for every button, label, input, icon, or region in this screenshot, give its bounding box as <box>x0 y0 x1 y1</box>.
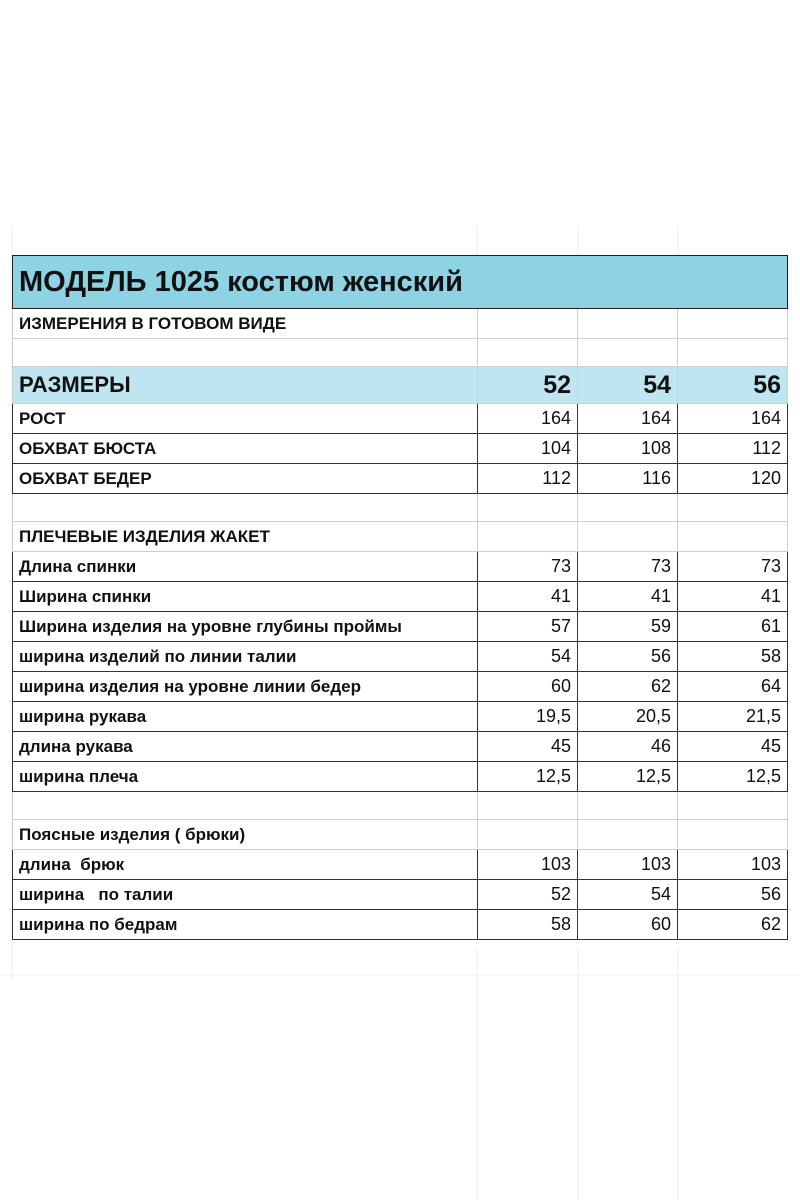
value-cell: 62 <box>578 672 678 702</box>
section-row <box>13 820 788 850</box>
section-row <box>13 522 788 552</box>
value-cell: 54 <box>578 880 678 910</box>
size-cell: 52 <box>478 367 578 404</box>
value-cell: 62 <box>678 910 788 940</box>
value-cell: 112 <box>678 434 788 464</box>
row-label: ширина рукава <box>13 702 478 732</box>
value-cell: 46 <box>578 732 678 762</box>
table-row <box>13 404 788 434</box>
size-cell: 54 <box>578 367 678 404</box>
value-cell: 64 <box>678 672 788 702</box>
value-cell: 59 <box>578 612 678 642</box>
value-cell: 58 <box>478 910 578 940</box>
empty-row <box>13 494 788 522</box>
value-cell: 21,5 <box>678 702 788 732</box>
table-row <box>13 762 788 792</box>
row-label: Длина спинки <box>13 552 478 582</box>
value-cell: 45 <box>478 732 578 762</box>
row-label: ширина по бедрам <box>13 910 478 940</box>
table-row <box>13 464 788 494</box>
value-cell: 56 <box>578 642 678 672</box>
table-row <box>13 434 788 464</box>
value-cell: 73 <box>578 552 678 582</box>
value-cell: 45 <box>678 732 788 762</box>
value-cell: 54 <box>478 642 578 672</box>
value-cell: 108 <box>578 434 678 464</box>
value-cell: 61 <box>678 612 788 642</box>
row-label: ОБХВАТ БЕДЕР <box>13 464 478 494</box>
value-cell: 60 <box>578 910 678 940</box>
row-label: ширина по талии <box>13 880 478 910</box>
row-label: ширина плеча <box>13 762 478 792</box>
table-row <box>13 910 788 940</box>
section-heading-pants: Поясные изделия ( брюки) <box>13 820 478 850</box>
value-cell: 41 <box>578 582 678 612</box>
table-row <box>13 642 788 672</box>
table-row <box>13 850 788 880</box>
row-label: ОБХВАТ БЮСТА <box>13 434 478 464</box>
value-cell: 164 <box>478 404 578 434</box>
subtitle: ИЗМЕРЕНИЯ В ГОТОВОМ ВИДЕ <box>13 309 478 339</box>
sizes-label: РАЗМЕРЫ <box>13 367 478 404</box>
value-cell: 104 <box>478 434 578 464</box>
sizes-row <box>13 367 788 404</box>
value-cell: 103 <box>678 850 788 880</box>
value-cell: 41 <box>478 582 578 612</box>
row-label: Ширина изделия на уровне глубины проймы <box>13 612 478 642</box>
value-cell: 164 <box>678 404 788 434</box>
row-label: Ширина спинки <box>13 582 478 612</box>
measurements-table <box>12 255 788 940</box>
table-row <box>13 672 788 702</box>
value-cell: 164 <box>578 404 678 434</box>
value-cell: 56 <box>678 880 788 910</box>
value-cell: 103 <box>478 850 578 880</box>
title-row <box>13 256 788 309</box>
value-cell: 73 <box>478 552 578 582</box>
value-cell: 12,5 <box>678 762 788 792</box>
value-cell: 20,5 <box>578 702 678 732</box>
table-row <box>13 732 788 762</box>
value-cell: 57 <box>478 612 578 642</box>
row-label: ширина изделия на уровне линии бедер <box>13 672 478 702</box>
value-cell: 120 <box>678 464 788 494</box>
value-cell: 41 <box>678 582 788 612</box>
empty-row <box>13 339 788 367</box>
value-cell: 19,5 <box>478 702 578 732</box>
table-row <box>13 582 788 612</box>
row-label: ширина изделий по линии талии <box>13 642 478 672</box>
table-row <box>13 702 788 732</box>
value-cell: 12,5 <box>578 762 678 792</box>
subtitle-row <box>13 309 788 339</box>
value-cell: 112 <box>478 464 578 494</box>
row-label: длина рукава <box>13 732 478 762</box>
size-cell: 56 <box>678 367 788 404</box>
value-cell: 103 <box>578 850 678 880</box>
section-heading-jacket: ПЛЕЧЕВЫЕ ИЗДЕЛИЯ ЖАКЕТ <box>13 522 478 552</box>
value-cell: 12,5 <box>478 762 578 792</box>
value-cell: 60 <box>478 672 578 702</box>
table-row <box>13 552 788 582</box>
row-label: РОСТ <box>13 404 478 434</box>
value-cell: 73 <box>678 552 788 582</box>
empty-row <box>13 792 788 820</box>
table-row <box>13 612 788 642</box>
table-row <box>13 880 788 910</box>
value-cell: 52 <box>478 880 578 910</box>
row-label: длина брюк <box>13 850 478 880</box>
value-cell: 58 <box>678 642 788 672</box>
model-title: МОДЕЛЬ 1025 костюм женский <box>13 256 788 309</box>
value-cell: 116 <box>578 464 678 494</box>
